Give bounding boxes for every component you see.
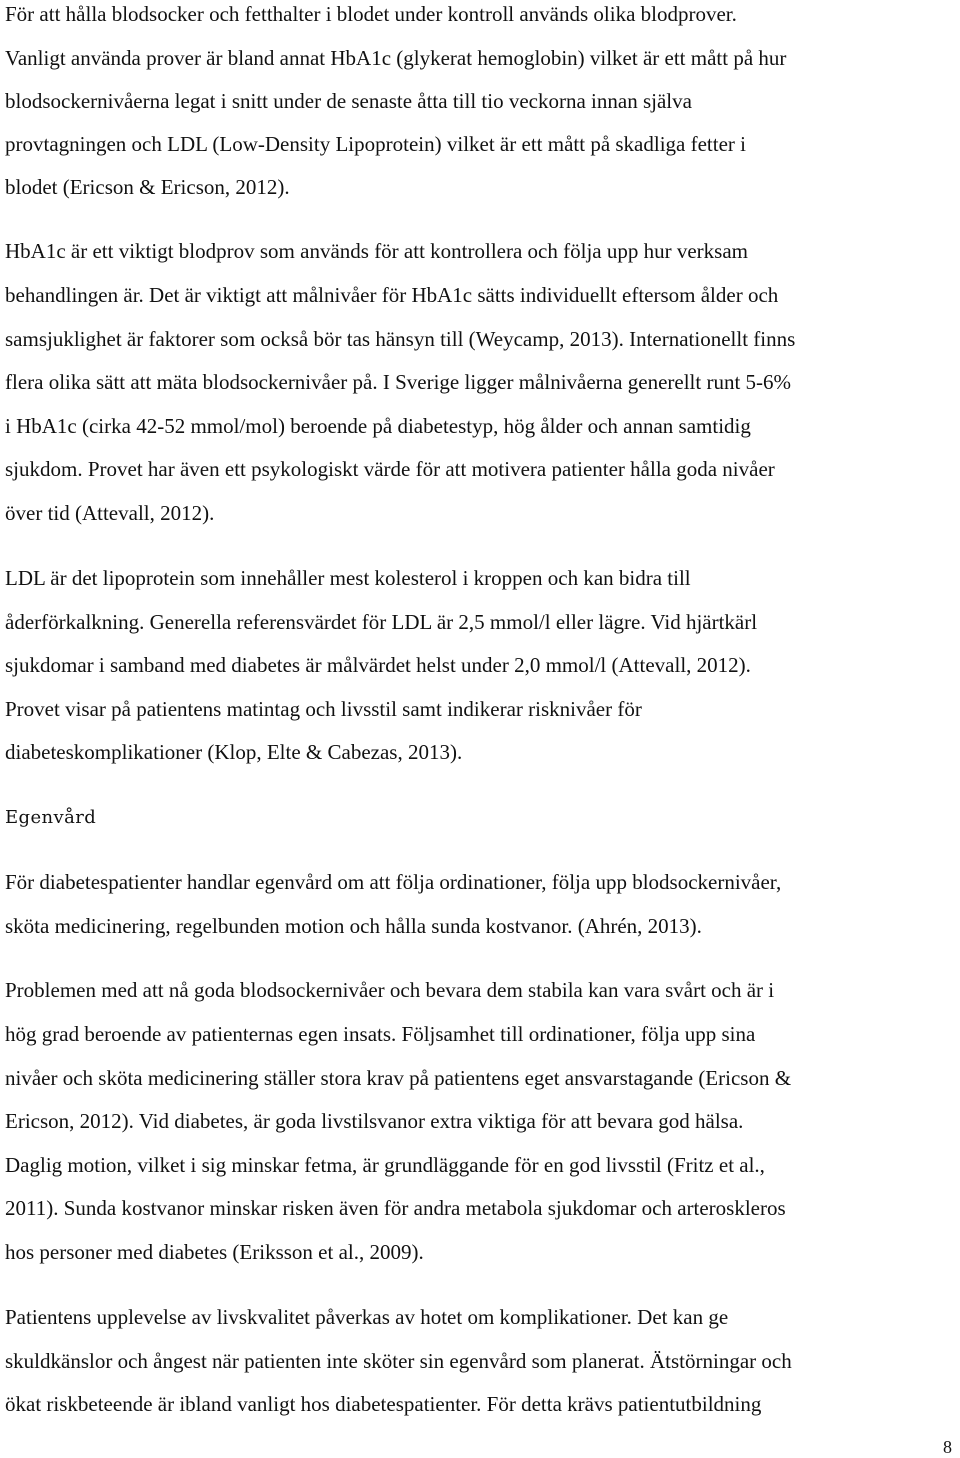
text-line: Provet visar på patientens matintag och livsstil samt indikerar risknivåer för — [5, 697, 642, 721]
text-line: hög grad beroende av patienternas egen insats. Följsamhet till ordinationer, följa upp sina — [5, 1022, 756, 1046]
text-line: behandlingen är. Det är viktigt att målnivåer för HbA1c sätts individuellt eftersom ålder och — [5, 283, 779, 307]
text-line: blodsockernivåerna legat i snitt under de senaste åtta till tio veckorna innan själva — [5, 89, 692, 113]
text-line: HbA1c är ett viktigt blodprov som används för att kontrollera och följa upp hur verksam — [5, 239, 748, 263]
text-line: över tid (Attevall, 2012). — [5, 501, 215, 525]
text-line: sjukdomar i samband med diabetes är målvärdet helst under 2,0 mmol/l (Attevall, 2012). — [5, 653, 751, 677]
text-line: Patientens upplevelse av livskvalitet påverkas av hotet om komplikationer. Det kan ge — [5, 1305, 729, 1329]
text-line: flera olika sätt att mäta blodsockernivåer på. I Sverige ligger målnivåerna generellt runt 5-6% — [5, 370, 792, 394]
text-line: sjukdom. Provet har även ett psykologiskt värde för att motivera patienter hålla goda nivåer — [5, 457, 775, 481]
section-heading: Egenvård — [5, 807, 97, 828]
text-line: ökat riskbeteende är ibland vanligt hos diabetespatienter. För detta krävs patientutbildning — [5, 1392, 762, 1416]
text-line: Daglig motion, vilket i sig minskar fetma, är grundläggande för en god livsstil (Fritz et al., — [5, 1153, 765, 1177]
text-line: Problemen med att nå goda blodsockernivåer och bevara dem stabila kan vara svårt och är i — [5, 978, 775, 1002]
text-line: provtagningen och LDL (Low-Density Lipoprotein) vilket är ett mått på skadliga fetter i — [5, 132, 746, 156]
text-line: nivåer och sköta medicinering ställer stora krav på patientens eget ansvarstagande (Ericson & — [5, 1066, 792, 1090]
text-line: Ericson, 2012). Vid diabetes, är goda livstilsvanor extra viktiga för att bevara god hälsa. — [5, 1109, 744, 1133]
page-number: 8 — [943, 1437, 952, 1457]
text-line: För diabetespatienter handlar egenvård om att följa ordinationer, följa upp blodsockernivåer, — [5, 870, 782, 894]
text-line: hos personer med diabetes (Eriksson et al., 2009). — [5, 1240, 424, 1264]
text-line: åderförkalkning. Generella referensvärdet för LDL är 2,5 mmol/l eller lägre. Vid hjärtkärl — [5, 610, 758, 634]
text-line: blodet (Ericson & Ericson, 2012). — [5, 175, 290, 199]
text-line: diabeteskomplikationer (Klop, Elte & Cabezas, 2013). — [5, 740, 463, 764]
text-line: 2011). Sunda kostvanor minskar risken även för andra metabola sjukdomar och arteroskleros — [5, 1196, 786, 1220]
text-line: sköta medicinering, regelbunden motion och hålla sunda kostvanor. (Ahrén, 2013). — [5, 914, 702, 938]
text-line: LDL är det lipoprotein som innehåller mest kolesterol i kroppen och kan bidra till — [5, 566, 691, 590]
text-line: samsjuklighet är faktorer som också bör tas hänsyn till (Weycamp, 2013). Internationellt finns — [5, 327, 796, 351]
text-line: i HbA1c (cirka 42-52 mmol/mol) beroende på diabetestyp, hög ålder och annan samtidig — [5, 414, 751, 438]
text-line: skuldkänslor och ångest när patienten inte sköter sin egenvård som planerat. Ätstörningar och — [5, 1349, 792, 1373]
text-line: Vanligt använda prover är bland annat HbA1c (glykerat hemoglobin) vilket är ett mått på hur — [5, 46, 787, 70]
text-line: För att hålla blodsocker och fetthalter i blodet under kontroll används olika blodprover. — [5, 2, 737, 26]
